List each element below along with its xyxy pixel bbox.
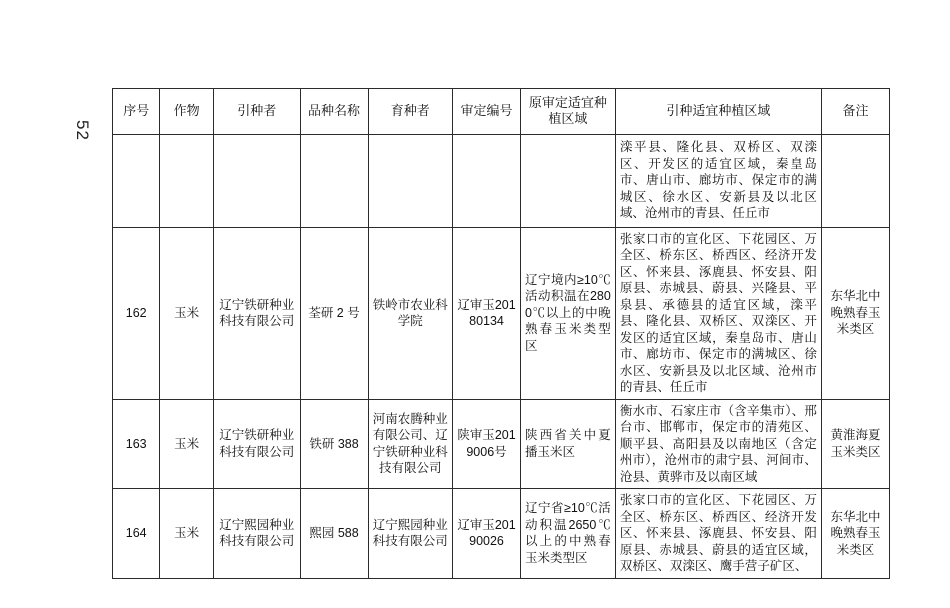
cell-original-suitable-area: 陕西省关中夏播玉米区 — [521, 399, 616, 489]
cell-seq: 164 — [113, 489, 160, 579]
cell-crop — [160, 134, 214, 227]
cell-remark: 东华北中晚熟春玉米类区 — [821, 489, 889, 579]
variety-approval-table — [112, 88, 890, 579]
column-header-original-suitable-area: 原审定适宜种植区域 — [521, 89, 616, 135]
cell-remark — [821, 134, 889, 227]
cell-approval-number: 辽审玉20190026 — [453, 489, 521, 579]
cell-introduced-suitable-area: 张家口市的宣化区、下花园区、万全区、桥东区、桥西区、经济开发区、怀来县、涿鹿县、怀安县、阳原县、赤城县、蔚县、兴隆县、平泉县、承德县的适宜区域，滦平县、隆化县、双桥区、双滦区、开发区的适宜区域，秦皇岛市、唐山市、廊坊市、保定市的满城区、徐水区、安新县及以北区域、沧州市的青县、任丘市 — [615, 227, 821, 399]
cell-seq — [113, 134, 160, 227]
cell-approval-number: 陕审玉2019006号 — [453, 399, 521, 489]
cell-seq: 163 — [113, 399, 160, 489]
table-row — [113, 134, 890, 227]
table-row — [113, 399, 890, 489]
column-header-seq: 序号 — [113, 89, 160, 135]
cell-original-suitable-area: 辽宁境内≥10℃活动积温在2800℃以上的中晚熟春玉米类型区 — [521, 227, 616, 399]
cell-approval-number — [453, 134, 521, 227]
cell-remark: 黄淮海夏玉米类区 — [821, 399, 889, 489]
cell-variety-name: 熙园 588 — [300, 489, 368, 579]
cell-crop: 玉米 — [160, 489, 214, 579]
cell-introducer: 辽宁熙园种业科技有限公司 — [213, 489, 300, 579]
cell-breeder: 辽宁熙园种业科技有限公司 — [368, 489, 453, 579]
cell-original-suitable-area: 辽宁省≥10℃活动积温2650℃以上的中熟春玉米类型区 — [521, 489, 616, 579]
column-header-approval-number: 审定编号 — [453, 89, 521, 135]
cell-introducer: 辽宁铁研种业科技有限公司 — [213, 227, 300, 399]
cell-introduced-suitable-area: 衡水市、石家庄市（含辛集市）、邢台市、邯郸市，保定市的清苑区、顺平县、高阳县及以南地区（含定州市），沧州市的肃宁县、河间市、沧县、黄骅市及以南区域 — [615, 399, 821, 489]
cell-approval-number: 辽审玉20180134 — [453, 227, 521, 399]
cell-crop: 玉米 — [160, 399, 214, 489]
column-header-introducer: 引种者 — [213, 89, 300, 135]
cell-original-suitable-area — [521, 134, 616, 227]
cell-variety-name: 铁研 388 — [300, 399, 368, 489]
table-header-row — [113, 89, 890, 135]
cell-breeder: 河南农腾种业有限公司、辽宁铁研种业科技有限公司 — [368, 399, 453, 489]
cell-introducer — [213, 134, 300, 227]
cell-introducer: 辽宁铁研种业科技有限公司 — [213, 399, 300, 489]
column-header-introduced-suitable-area: 引种适宜种植区域 — [615, 89, 821, 135]
column-header-variety-name: 品种名称 — [300, 89, 368, 135]
variety-approval-table-wrapper — [112, 88, 890, 579]
column-header-breeder: 育种者 — [368, 89, 453, 135]
cell-seq: 162 — [113, 227, 160, 399]
cell-introduced-suitable-area: 滦平县、隆化县、双桥区、双滦区、开发区的适宜区域，秦皇岛市、唐山市、廊坊市、保定市的满城区、徐水区、安新县及以北区域、沧州市的青县、任丘市 — [615, 134, 821, 227]
page-number: 52 — [73, 120, 92, 141]
table-row — [113, 489, 890, 579]
cell-variety-name — [300, 134, 368, 227]
cell-crop: 玉米 — [160, 227, 214, 399]
cell-breeder: 铁岭市农业科学院 — [368, 227, 453, 399]
column-header-crop: 作物 — [160, 89, 214, 135]
table-row — [113, 227, 890, 399]
column-header-remark: 备注 — [821, 89, 889, 135]
cell-remark: 东华北中晚熟春玉米类区 — [821, 227, 889, 399]
cell-variety-name: 荃研 2 号 — [300, 227, 368, 399]
cell-introduced-suitable-area: 张家口市的宣化区、下花园区、万全区、桥东区、桥西区、经济开发区、怀来县、涿鹿县、怀安县、阳原县、赤城县、蔚县的适宜区域，双桥区、双滦区、鹰手营子矿区、 — [615, 489, 821, 579]
cell-breeder — [368, 134, 453, 227]
